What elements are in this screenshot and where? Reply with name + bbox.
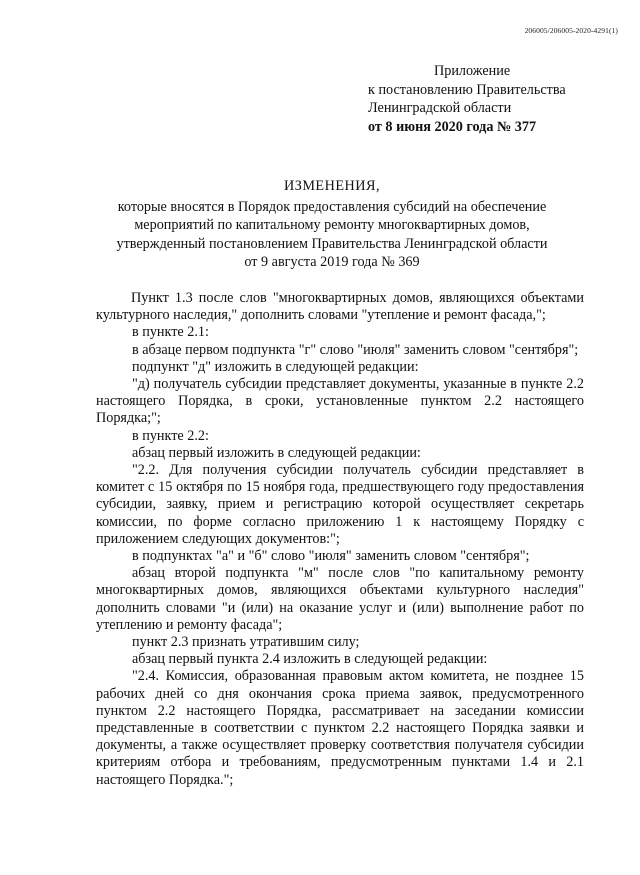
annex-line-region: Ленинградской области <box>368 100 512 116</box>
document-body <box>96 290 584 789</box>
paragraph: в пункте 2.2: <box>132 427 209 444</box>
paragraph: пункт 2.3 признать утратившим силу; <box>132 634 360 651</box>
document-registration-number: 206005/206005-2020-4291(1) <box>524 26 618 35</box>
paragraph: "д) получатель субсидии представляет документы, указанные в пункте 2.2 настоящего Порядка, в сроки, установленные пунктом 2.2 настоящего Порядка;"; <box>96 376 584 427</box>
document-heading <box>86 177 578 272</box>
heading-line-3: утвержденный постановлением Правительства Ленинградской области <box>116 235 548 252</box>
paragraph: в пункте 2.1: <box>132 324 209 341</box>
annex-title: Приложение <box>434 63 511 79</box>
heading-title: ИЗМЕНЕНИЯ, <box>283 178 381 194</box>
annex-line-resolution: к постановлению Правительства <box>368 81 566 98</box>
annex-line-date-number: от 8 июня 2020 года № 377 <box>368 118 537 135</box>
paragraph: абзац первый изложить в следующей редакции: <box>132 444 421 461</box>
heading-line-2: мероприятий по капитальному ремонту многоквартирных домов, <box>134 217 530 233</box>
paragraph: абзац первый пункта 2.4 изложить в следующей редакции: <box>132 651 488 668</box>
paragraph: в абзаце первом подпункта "г" слово "июля" заменить словом "сентября"; <box>132 341 579 358</box>
paragraph: в подпунктах "а" и "б" слово "июля" заменить словом "сентября"; <box>132 548 530 565</box>
paragraph: Пункт 1.3 после слов "многоквартирных домов, являющихся объектами культурного наследия," дополнить словами "утепление и ремонт фасада,"; <box>96 290 584 324</box>
paragraph: абзац второй подпункта "м" после слов "по капитальному ремонту многоквартирных домов, являющихся объектами культурного наследия" дополнить словами "и (или) на оказание услуг и (или) выполнение работ по утеплению и ремонту фасада"; <box>96 565 584 633</box>
annex-block <box>368 62 618 136</box>
paragraph: "2.2. Для получения субсидии получатель субсидии представляет в комитет с 15 октября по 15 ноября года, предшествующего году предоставления субсидии, заявку, прием и регистрацию которой осуществляет секретарь комиссии, по форме согласно приложению 1 к настоящему Порядку с приложением следующих документов:"; <box>96 462 584 547</box>
paragraph: подпункт "д" изложить в следующей редакции: <box>132 358 419 375</box>
paragraph: "2.4. Комиссия, образованная правовым актом комитета, не позднее 15 рабочих дней со дня окончания срока приема заявок, предусмотренного пунктом 2.2 настоящего Порядка, рассматривает на заседании комиссии представленные в соответствии с пунктом 2.2 настоящего Порядка заявки и документы, а также осуществляет проверку соответствия получателя субсидии критериям отбора и требованиям, предусмотренным пунктами 1.4 и 2.1 настоящего Порядка."; <box>96 668 584 788</box>
heading-line-1: которые вносятся в Порядок предоставления субсидий на обеспечение <box>117 198 547 215</box>
heading-line-4: от 9 августа 2019 года № 369 <box>244 254 420 270</box>
